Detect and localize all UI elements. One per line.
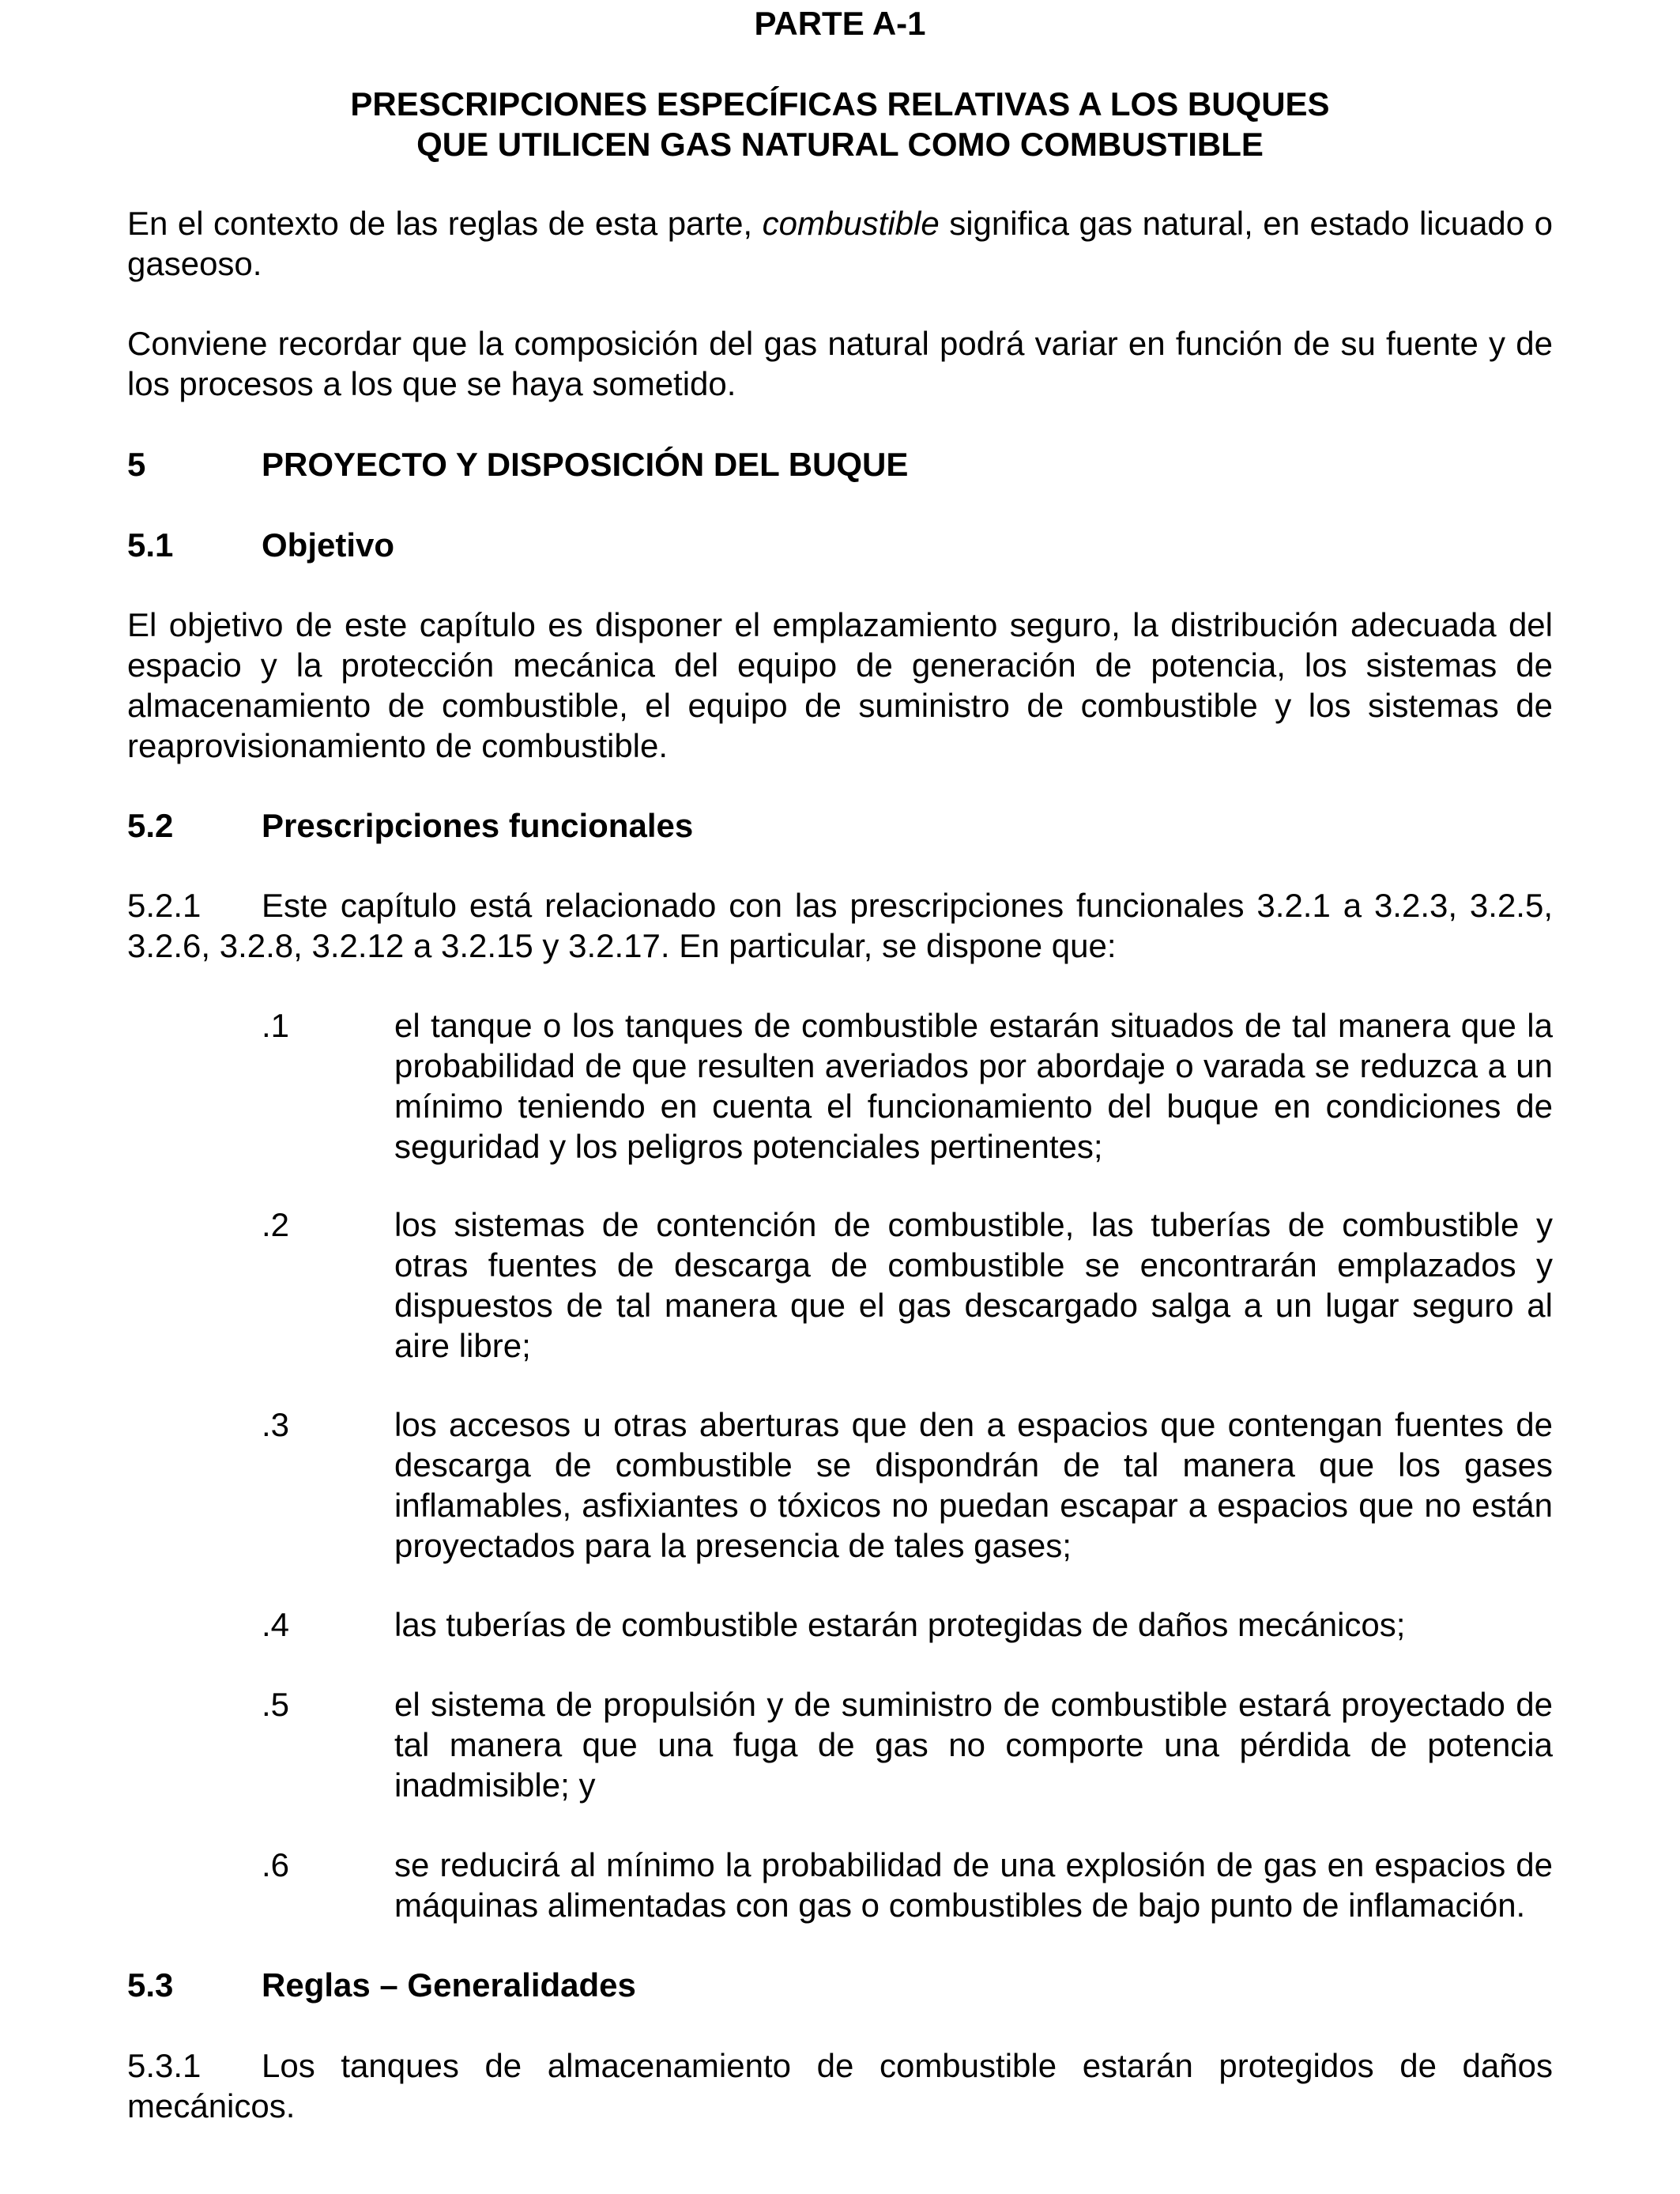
- section-5-3-heading: [127, 1965, 1553, 2005]
- list-item-text: los accesos u otras aberturas que den a espacios que contengan fuentes de descarga de combustible se dispondrán de tal manera que los gases inflamables, asfixiantes o tóxicos no puedan escapar a espacios que no están proyectados para la presencia de tales gases;: [394, 1406, 1553, 1564]
- intro-composition-paragraph: Conviene recordar que la composición del gas natural podrá variar en función de su fuente y de los procesos a los que se haya sometido.: [127, 325, 1553, 402]
- section-5-2-number: 5.2: [127, 807, 174, 844]
- paragraph-5-3-1-text: Los tanques de almacenamiento de combustible estarán protegidos de daños mecánicos.: [127, 2047, 1553, 2124]
- list-item-text: el tanque o los tanques de combustible estarán situados de tal manera que la probabilidad de que resulten averiados por abordaje o varada se reduzca a un mínimo teniendo en cuenta el funcionamiento del buque en condiciones de seguridad y los peligros potenciales pertinentes;: [394, 1007, 1553, 1165]
- paragraph-5-3-1-number: 5.3.1: [127, 2047, 202, 2084]
- paragraph-5-2-1-number: 5.2.1: [127, 887, 202, 924]
- list-item-number: .3: [262, 1406, 290, 1443]
- list-item-number: .4: [262, 1606, 290, 1643]
- chapter-number: 5: [127, 446, 146, 483]
- list-item-text: el sistema de propulsión y de suministro de combustible estará proyectado de tal manera que una fuga de gas no comporte una pérdida de potencia inadmisible; y: [394, 1686, 1553, 1804]
- paragraph-5-2-1-text: Este capítulo está relacionado con las prescripciones funcionales 3.2.1 a 3.2.3, 3.2.5, 3.2.6, 3.2.8, 3.2.12 a 3.2.15 y 3.2.17. En particular, se dispone que:: [127, 887, 1553, 964]
- intro-text-before: En el contexto de las reglas de esta parte,: [127, 205, 763, 242]
- section-5-2-title: Prescripciones funcionales: [262, 807, 694, 844]
- chapter-title: PROYECTO Y DISPOSICIÓN DEL BUQUE: [262, 446, 909, 483]
- chapter-heading: [127, 444, 1553, 484]
- section-5-3-title: Reglas – Generalidades: [262, 1966, 636, 2004]
- paragraph-5-3-1: [127, 2045, 1553, 2126]
- intro-definition-paragraph: [127, 203, 1553, 284]
- section-5-1-number: 5.1: [127, 526, 174, 564]
- document-title: [127, 84, 1553, 164]
- section-5-3-number: 5.3: [127, 1966, 174, 2004]
- section-5-1-title: Objetivo: [262, 526, 395, 564]
- list-item-text: se reducirá al mínimo la probabilidad de una explosión de gas en espacios de máquinas alimentadas con gas o combustibles de bajo punto de inflamación.: [394, 1846, 1553, 1924]
- list-item-number: .6: [262, 1846, 290, 1883]
- list-item-number: .1: [262, 1007, 290, 1044]
- list-item-text: los sistemas de contención de combustible, las tuberías de combustible y otras fuentes de descarga de combustible se encontrarán emplazados y dispuestos de tal manera que el gas descargado salga a un lugar seguro al aire libre;: [394, 1206, 1553, 1364]
- intro-text-after: significa gas natural, en estado licuado o gaseoso.: [127, 205, 1554, 282]
- paragraph-5-2-1: [127, 885, 1553, 966]
- title-line-1: PRESCRIPCIONES ESPECÍFICAS RELATIVAS A LOS BUQUES: [350, 85, 1330, 123]
- list-item-number: .2: [262, 1206, 290, 1243]
- part-heading: PARTE A-1: [754, 5, 926, 42]
- list-item-number: .5: [262, 1686, 290, 1723]
- section-5-1-heading: [127, 525, 1553, 565]
- title-line-2: QUE UTILICEN GAS NATURAL COMO COMBUSTIBLE: [416, 126, 1264, 163]
- defined-term: combustible: [762, 205, 940, 242]
- section-5-1-paragraph: El objetivo de este capítulo es disponer el emplazamiento seguro, la distribución adecuada del espacio y la protección mecánica del equipo de generación de potencia, los sistemas de almacenamiento de combustible, el equipo de suministro de combustible y los sistemas de reaprovisionamiento de combustible.: [127, 606, 1553, 764]
- section-5-2-heading: [127, 805, 1553, 846]
- list-item-text: las tuberías de combustible estarán protegidas de daños mecánicos;: [394, 1606, 1406, 1643]
